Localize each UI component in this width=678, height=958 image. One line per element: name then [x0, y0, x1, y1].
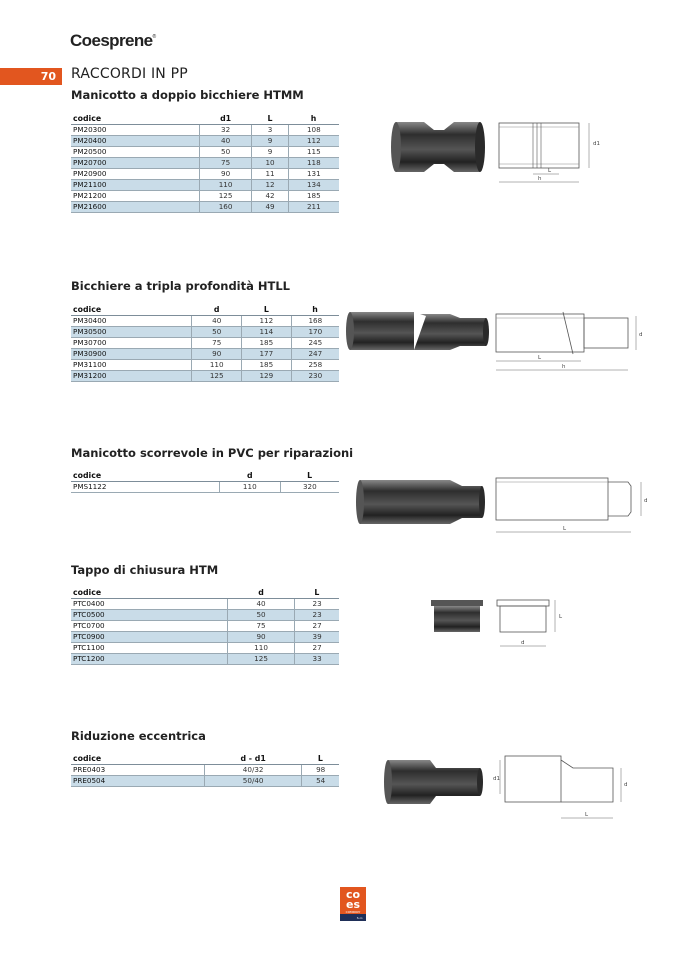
- value-cell: 118: [288, 158, 339, 169]
- drawing-htll: [493, 306, 643, 376]
- product-code-cell: PM30700: [71, 338, 192, 349]
- drawing-label-d: d: [639, 332, 643, 338]
- photo-htmm: [380, 112, 490, 187]
- value-cell: 160: [199, 202, 252, 213]
- column-header: L: [302, 753, 339, 765]
- table-row: [71, 338, 339, 349]
- product-code-cell: PRE0504: [71, 776, 205, 787]
- value-cell: 125: [192, 371, 242, 382]
- product-code-cell: PM21200: [71, 191, 199, 202]
- value-cell: 32: [199, 125, 252, 136]
- column-header: d - d1: [205, 753, 302, 765]
- product-code-cell: PM30400: [71, 316, 192, 327]
- drawing-reduction: [493, 746, 638, 826]
- product-code-cell: PM20900: [71, 169, 199, 180]
- photo-htll: [342, 306, 490, 356]
- value-cell: 170: [291, 327, 339, 338]
- table-row: [71, 360, 339, 371]
- table-row: [71, 643, 339, 654]
- value-cell: 12: [252, 180, 288, 191]
- footer-logo: [340, 887, 366, 921]
- drawing-label-L: L: [538, 355, 542, 361]
- value-cell: 168: [291, 316, 339, 327]
- value-cell: 75: [227, 621, 294, 632]
- spec-table-reduction: [71, 753, 339, 787]
- value-cell: 39: [295, 632, 339, 643]
- section-title-htll: Bicchiere a tripla profondità HTLL: [71, 279, 291, 293]
- value-cell: 75: [192, 338, 242, 349]
- product-code-cell: PM20400: [71, 136, 199, 147]
- page-number: 70: [0, 68, 62, 85]
- value-cell: 108: [288, 125, 339, 136]
- table-row: [71, 610, 339, 621]
- value-cell: 125: [227, 654, 294, 665]
- column-header: codice: [71, 304, 192, 316]
- table-row: [71, 180, 339, 191]
- drawing-label-d1: d1: [593, 141, 600, 147]
- drawing-label-L: L: [563, 526, 567, 532]
- value-cell: 27: [295, 621, 339, 632]
- drawing-htm: [493, 596, 573, 652]
- product-code-cell: PM31200: [71, 371, 192, 382]
- footer-logo-line1: co: [345, 888, 361, 901]
- value-cell: 90: [227, 632, 294, 643]
- table-row: [71, 765, 339, 776]
- value-cell: 75: [199, 158, 252, 169]
- brand-logo: [70, 31, 156, 51]
- value-cell: 40: [192, 316, 242, 327]
- product-code-cell: PRE0403: [71, 765, 205, 776]
- spec-table-pvc: [71, 470, 339, 493]
- value-cell: 112: [288, 136, 339, 147]
- column-header: d1: [199, 113, 252, 125]
- table-row: [71, 125, 339, 136]
- value-cell: 114: [242, 327, 292, 338]
- product-code-cell: PM30900: [71, 349, 192, 360]
- table-row: [71, 599, 339, 610]
- drawing-label-d1: d1: [493, 776, 500, 782]
- brand-name: Coesprene: [70, 31, 153, 50]
- table-row: [71, 654, 339, 665]
- column-header: L: [280, 470, 339, 482]
- drawing-label-d: d: [521, 640, 525, 646]
- value-cell: 258: [291, 360, 339, 371]
- value-cell: 211: [288, 202, 339, 213]
- product-code-cell: PMS1122: [71, 482, 219, 493]
- photo-pvc: [350, 472, 490, 532]
- value-cell: 115: [288, 147, 339, 158]
- value-cell: 245: [291, 338, 339, 349]
- spec-table-htll: [71, 304, 339, 382]
- table-row: [71, 191, 339, 202]
- spec-table-htmm: [71, 113, 339, 213]
- table-row: [71, 136, 339, 147]
- spec-table-htm: [71, 587, 339, 665]
- table-row: [71, 482, 339, 493]
- product-code-cell: PM30500: [71, 327, 192, 338]
- table-row: [71, 316, 339, 327]
- table-row: [71, 632, 339, 643]
- product-code-cell: PM20700: [71, 158, 199, 169]
- table-row: [71, 327, 339, 338]
- catalog-title: RACCORDI IN PP: [71, 66, 188, 82]
- value-cell: 247: [291, 349, 339, 360]
- value-cell: 110: [227, 643, 294, 654]
- drawing-label-d: d: [624, 782, 628, 788]
- column-header: h: [288, 113, 339, 125]
- product-code-cell: PM31100: [71, 360, 192, 371]
- value-cell: 9: [252, 136, 288, 147]
- value-cell: 90: [192, 349, 242, 360]
- value-cell: 110: [192, 360, 242, 371]
- product-code-cell: PM20500: [71, 147, 199, 158]
- table-row: [71, 202, 339, 213]
- table-row: [71, 158, 339, 169]
- product-code-cell: PTC1100: [71, 643, 227, 654]
- photo-htm: [425, 596, 487, 636]
- product-code-cell: PM21100: [71, 180, 199, 191]
- product-code-cell: PTC0400: [71, 599, 227, 610]
- value-cell: 50: [227, 610, 294, 621]
- column-header: codice: [71, 587, 227, 599]
- column-header: L: [295, 587, 339, 599]
- value-cell: 54: [302, 776, 339, 787]
- footer-logo-line2: es: [345, 898, 361, 911]
- value-cell: 50/40: [205, 776, 302, 787]
- value-cell: 3: [252, 125, 288, 136]
- product-code-cell: PM20300: [71, 125, 199, 136]
- drawing-label-h: h: [538, 176, 542, 182]
- drawing-label-d: d: [644, 498, 648, 504]
- value-cell: 230: [291, 371, 339, 382]
- value-cell: 23: [295, 610, 339, 621]
- value-cell: 320: [280, 482, 339, 493]
- value-cell: 112: [242, 316, 292, 327]
- value-cell: 185: [242, 338, 292, 349]
- value-cell: 49: [252, 202, 288, 213]
- value-cell: 50: [199, 147, 252, 158]
- value-cell: 40: [199, 136, 252, 147]
- product-code-cell: PTC0900: [71, 632, 227, 643]
- value-cell: 185: [288, 191, 339, 202]
- value-cell: 98: [302, 765, 339, 776]
- value-cell: 9: [252, 147, 288, 158]
- photo-reduction: [380, 756, 490, 812]
- column-header: d: [227, 587, 294, 599]
- value-cell: 110: [199, 180, 252, 191]
- table-row: [71, 349, 339, 360]
- value-cell: 42: [252, 191, 288, 202]
- table-row: [71, 776, 339, 787]
- column-header: d: [219, 470, 280, 482]
- drawing-label-L: L: [585, 812, 589, 818]
- value-cell: 33: [295, 654, 339, 665]
- column-header: codice: [71, 470, 219, 482]
- table-row: [71, 621, 339, 632]
- product-code-cell: PTC0500: [71, 610, 227, 621]
- value-cell: 134: [288, 180, 339, 191]
- value-cell: 11: [252, 169, 288, 180]
- drawing-pvc: [493, 472, 653, 542]
- value-cell: 129: [242, 371, 292, 382]
- value-cell: 90: [199, 169, 252, 180]
- footer-logo-line4: S.r.l.: [356, 916, 364, 920]
- value-cell: 40/32: [205, 765, 302, 776]
- product-code-cell: PTC1200: [71, 654, 227, 665]
- value-cell: 23: [295, 599, 339, 610]
- drawing-label-L: L: [559, 614, 563, 620]
- footer-logo-line3: COMPANY: [345, 910, 361, 914]
- value-cell: 110: [219, 482, 280, 493]
- column-header: h: [291, 304, 339, 316]
- column-header: codice: [71, 113, 199, 125]
- value-cell: 40: [227, 599, 294, 610]
- table-row: [71, 147, 339, 158]
- column-header: codice: [71, 753, 205, 765]
- value-cell: 27: [295, 643, 339, 654]
- value-cell: 50: [192, 327, 242, 338]
- drawing-label-L: L: [548, 168, 552, 174]
- column-header: d: [192, 304, 242, 316]
- section-title-htm: Tappo di chiusura HTM: [71, 563, 219, 577]
- product-code-cell: PTC0700: [71, 621, 227, 632]
- section-title-htmm: Manicotto a doppio bicchiere HTMM: [71, 88, 304, 102]
- column-header: L: [242, 304, 292, 316]
- product-code-cell: PM21600: [71, 202, 199, 213]
- value-cell: 125: [199, 191, 252, 202]
- value-cell: 185: [242, 360, 292, 371]
- table-row: [71, 371, 339, 382]
- value-cell: 10: [252, 158, 288, 169]
- section-title-reduction: Riduzione eccentrica: [71, 729, 206, 743]
- column-header: L: [252, 113, 288, 125]
- value-cell: 177: [242, 349, 292, 360]
- table-row: [71, 169, 339, 180]
- brand-mark: ®: [152, 34, 156, 40]
- value-cell: 131: [288, 169, 339, 180]
- drawing-htmm: [493, 112, 613, 187]
- section-title-pvc: Manicotto scorrevole in PVC per riparazioni: [71, 446, 354, 460]
- drawing-label-h: h: [562, 364, 566, 370]
